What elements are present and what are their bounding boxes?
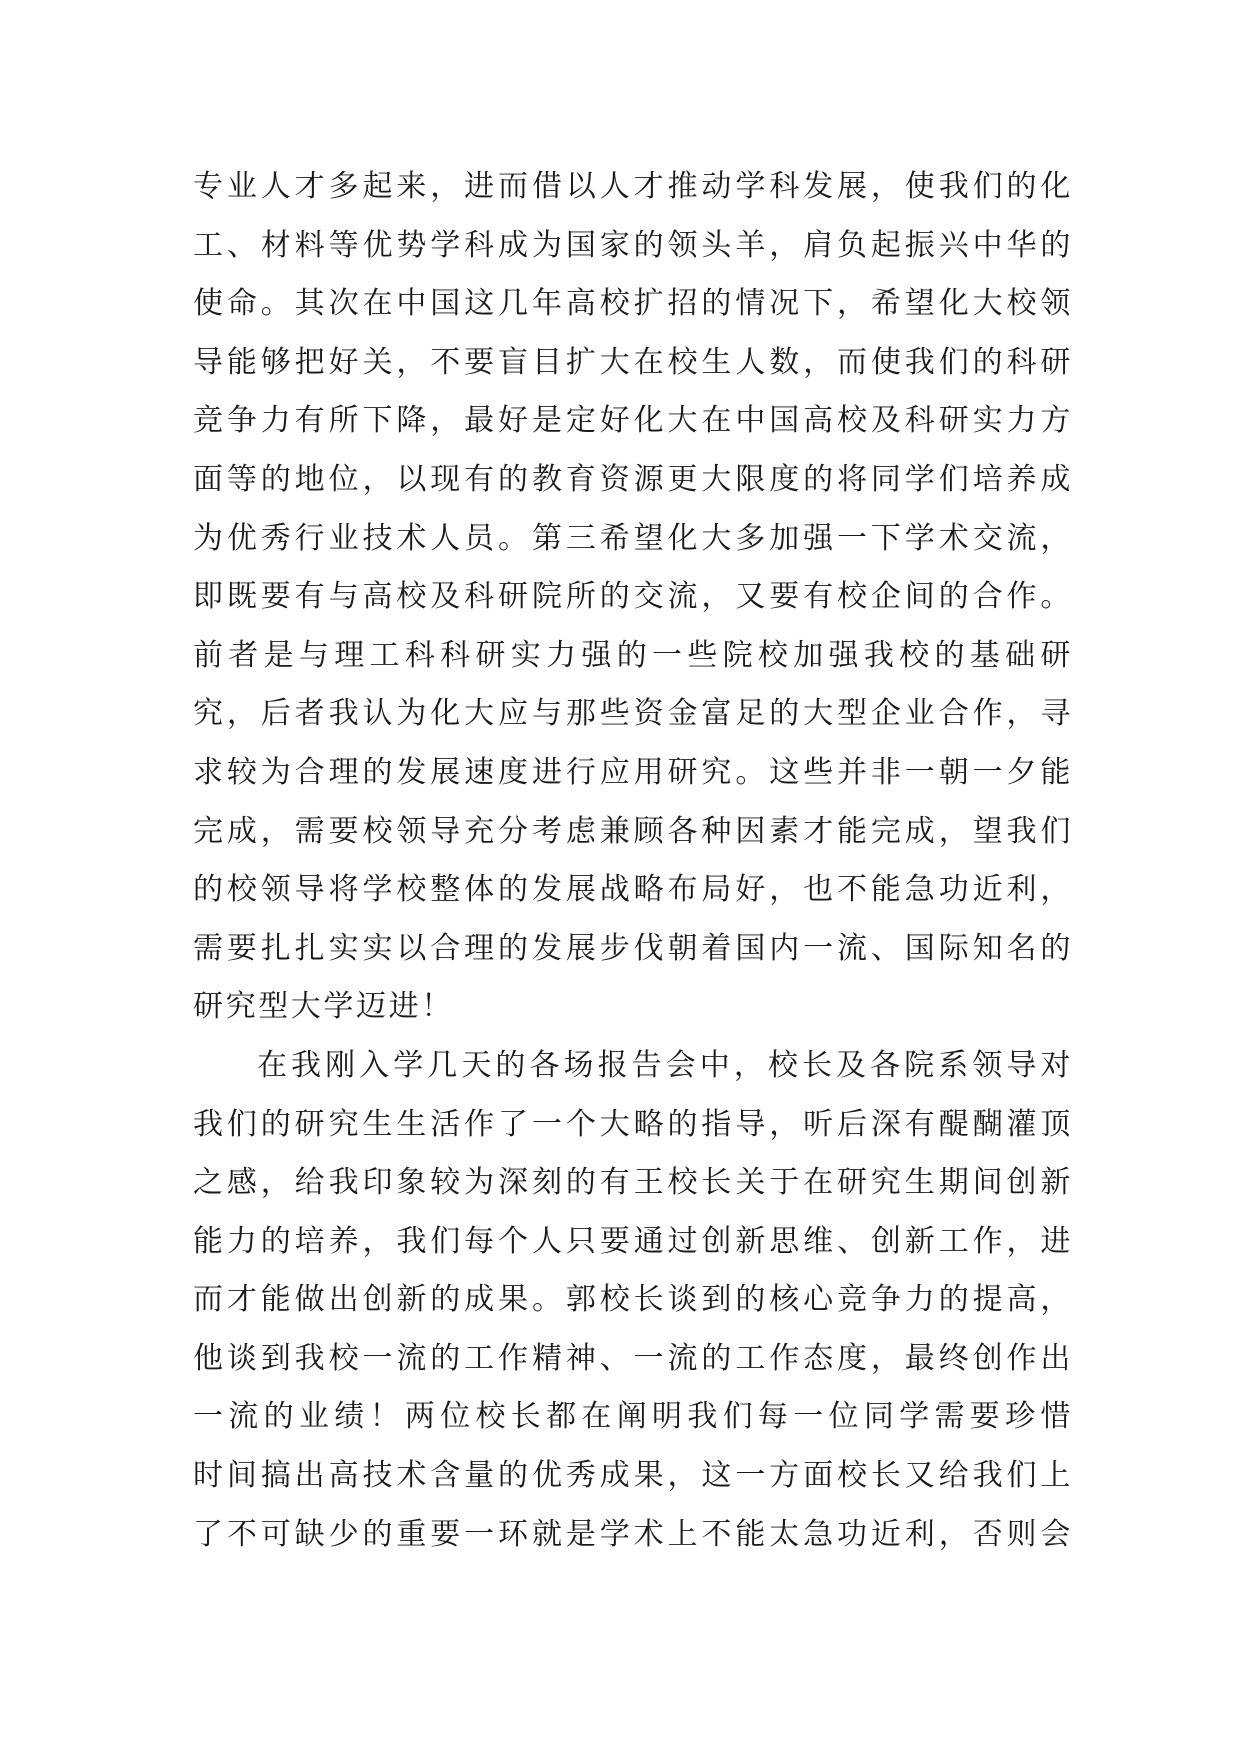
text-line: 为优秀行业技术人员。第三希望化大多加强一下学术交流，: [193, 520, 1073, 556]
text-line: 的校领导将学校整体的发展战略布局好，也不能急功近利，: [193, 872, 1073, 908]
text-line: 竞争力有所下降，最好是定好化大在中国高校及科研实力方: [193, 403, 1073, 439]
text-line: 能力的培养，我们每个人只要通过创新思维、创新工作，进: [193, 1223, 1073, 1259]
text-line: 时间搞出高技术含量的优秀成果，这一方面校长又给我们上: [193, 1458, 1073, 1494]
text-line: 研究型大学迈进！: [193, 989, 454, 1025]
text-line: 需要扎扎实实以合理的发展步伐朝着国内一流、国际知名的: [193, 930, 1073, 966]
text-line: 前者是与理工科科研实力强的一些院校加强我校的基础研: [193, 637, 1073, 673]
text-line: 究，后者我认为化大应与那些资金富足的大型企业合作，寻: [193, 696, 1073, 732]
paragraph-1: [193, 158, 1073, 1037]
text-line: 一流的业绩！两位校长都在阐明我们每一位同学需要珍惜: [193, 1399, 1073, 1435]
text-line: 使命。其次在中国这几年高校扩招的情况下，希望化大校领: [193, 286, 1073, 322]
text-line: 完成，需要校领导充分考虑兼顾各种因素才能完成，望我们: [193, 813, 1073, 849]
text-line: 面等的地位，以现有的教育资源更大限度的将同学们培养成: [193, 461, 1073, 497]
text-line: 求较为合理的发展速度进行应用研究。这些并非一朝一夕能: [193, 754, 1073, 790]
text-line: 工、材料等优势学科成为国家的领头羊，肩负起振兴中华的: [193, 227, 1073, 263]
text-line: 了不可缺少的重要一环就是学术上不能太急功近利，否则会: [193, 1516, 1073, 1552]
paragraph-2: [193, 1037, 1073, 1564]
text-line: 他谈到我校一流的工作精神、一流的工作态度，最终创作出: [193, 1340, 1073, 1376]
text-line: 专业人才多起来，进而借以人才推动学科发展，使我们的化: [193, 169, 1073, 204]
text-line: 之感，给我印象较为深刻的有王校长关于在研究生期间创新: [193, 1165, 1073, 1201]
text-line: 在我刚入学几天的各场报告会中，校长及各院系领导对: [257, 1047, 1073, 1083]
body-text: [193, 158, 1073, 1564]
text-line: 我们的研究生生活作了一个大略的指导，听后深有醍醐灌顶: [193, 1106, 1073, 1142]
text-line: 即既要有与高校及科研院所的交流，又要有校企间的合作。: [193, 579, 1073, 615]
text-line: 导能够把好关，不要盲目扩大在校生人数，而使我们的科研: [193, 344, 1073, 380]
text-line: 而才能做出创新的成果。郭校长谈到的核心竞争力的提高，: [193, 1282, 1073, 1318]
